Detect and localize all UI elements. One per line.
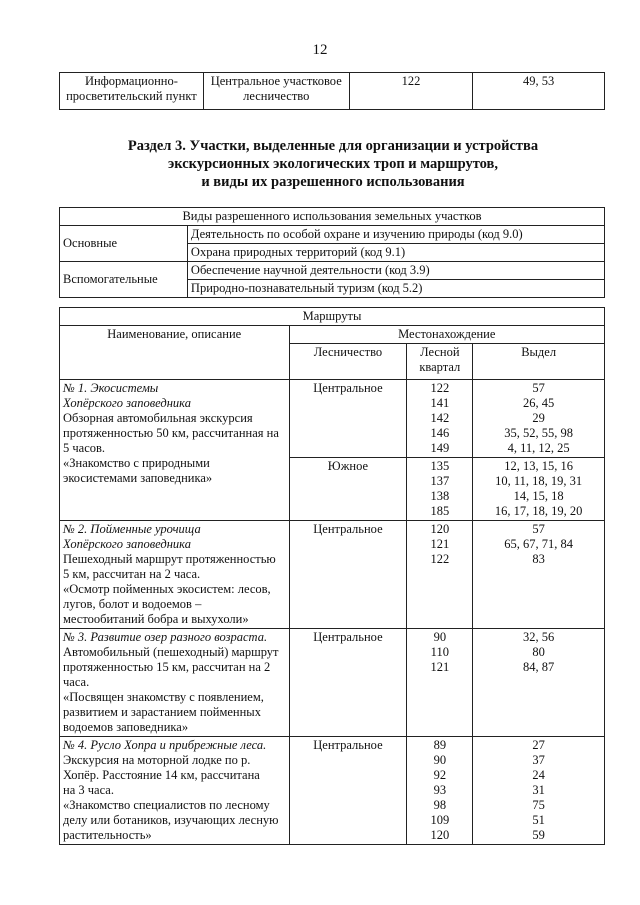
route-forestry: Центральное bbox=[289, 629, 407, 737]
route-text: Пешеходный маршрут протяженностью bbox=[63, 552, 276, 566]
table-row bbox=[60, 308, 605, 326]
table-row bbox=[60, 208, 605, 226]
route-text: лугов, болот и водоемов – bbox=[63, 597, 202, 611]
route-quarters bbox=[407, 380, 473, 458]
route-quarters bbox=[407, 737, 473, 845]
table-row bbox=[60, 73, 605, 110]
route-text: Автомобильный (пешеходный) маршрут bbox=[63, 645, 279, 659]
quarter-value: 137 bbox=[430, 474, 450, 488]
route-text: развитием и зарастанием пойменных bbox=[63, 705, 261, 719]
route-text: часа. bbox=[63, 675, 90, 689]
quarter-value: 121 bbox=[430, 660, 450, 674]
land-use-header: Виды разрешенного использования земельных участков bbox=[60, 208, 605, 226]
route-text: «Знакомство специалистов по лесному bbox=[63, 798, 270, 812]
top-continuation-table bbox=[59, 72, 605, 110]
route-quarters bbox=[407, 458, 473, 521]
section-value: 83 bbox=[532, 552, 545, 566]
table-row bbox=[60, 380, 605, 458]
route-2-description bbox=[60, 521, 290, 629]
route-sections bbox=[473, 629, 605, 737]
route-3-description bbox=[60, 629, 290, 737]
route-forestry: Центральное bbox=[289, 380, 407, 458]
table-row bbox=[60, 326, 605, 344]
col-location-header: Местонахождение bbox=[289, 326, 604, 344]
routes-table bbox=[59, 307, 605, 845]
section-value: 26, 45 bbox=[523, 396, 555, 410]
route-text: местообитаний бобра и выхухоли» bbox=[63, 612, 249, 626]
quarter-value: 90 bbox=[433, 753, 447, 767]
route-quarters bbox=[407, 629, 473, 737]
section-value: 16, 17, 18, 19, 20 bbox=[494, 504, 583, 518]
route-text: «Осмотр пойменных экосистем: лесов, bbox=[63, 582, 271, 596]
land-use-table bbox=[59, 207, 605, 298]
quarter-value: 98 bbox=[433, 798, 447, 812]
route-text: экосистемами заповедника» bbox=[63, 471, 213, 485]
section-value: 80 bbox=[532, 645, 545, 659]
route-title: № 3. Развитие озер разного возраста. bbox=[63, 630, 268, 644]
table-row bbox=[60, 262, 605, 280]
route-text: 5 км, рассчитан на 2 часа. bbox=[63, 567, 201, 581]
section-value: 35, 52, 55, 98 bbox=[504, 426, 574, 440]
route-forestry: Центральное bbox=[289, 737, 407, 845]
point-forestry: Центральное участковое лесничество bbox=[203, 73, 349, 110]
route-text: «Посвящен знакомству с появлением, bbox=[63, 690, 264, 704]
route-title: № 4. Русло Хопра и прибрежные леса. bbox=[63, 738, 267, 752]
route-text: протяженностью 15 км, рассчитан на 2 bbox=[63, 660, 271, 674]
route-forestry: Южное bbox=[289, 458, 407, 521]
route-sections bbox=[473, 458, 605, 521]
quarter-value: 149 bbox=[430, 441, 450, 455]
point-quarter: 122 bbox=[349, 73, 473, 110]
title-line: и виды их разрешенного использования bbox=[201, 174, 465, 190]
col-section-header: Выдел bbox=[473, 344, 605, 380]
page-number: 12 bbox=[312, 42, 328, 58]
section-value: 27 bbox=[532, 738, 545, 752]
route-text: растительность» bbox=[63, 828, 152, 842]
quarter-value: 135 bbox=[430, 459, 450, 473]
route-text: на 3 часа. bbox=[63, 783, 114, 797]
quarter-value: 93 bbox=[433, 783, 447, 797]
route-sections bbox=[473, 380, 605, 458]
quarter-value: 138 bbox=[430, 489, 450, 503]
section-value: 59 bbox=[532, 828, 545, 842]
col-quarter-header: Лесной квартал bbox=[407, 344, 473, 380]
section-title bbox=[60, 137, 606, 191]
route-text: Экскурсия на моторной лодке по р. bbox=[63, 753, 251, 767]
section-value: 37 bbox=[532, 753, 545, 767]
quarter-value: 142 bbox=[430, 411, 450, 425]
route-title: № 2. Пойменные урочища bbox=[63, 522, 201, 536]
aux-use-item: Природно-познавательный туризм (код 5.2) bbox=[187, 280, 604, 298]
routes-header: Маршруты bbox=[60, 308, 605, 326]
route-text: водоемов заповедника» bbox=[63, 720, 189, 734]
table-row bbox=[60, 629, 605, 737]
route-forestry: Центральное bbox=[289, 521, 407, 629]
quarter-value: 122 bbox=[430, 381, 450, 395]
point-section: 49, 53 bbox=[473, 73, 605, 110]
route-title: Хопёрского заповедника bbox=[63, 537, 191, 551]
quarter-value: 146 bbox=[430, 426, 450, 440]
point-name: Информационно-просветительский пункт bbox=[60, 73, 204, 110]
route-sections bbox=[473, 737, 605, 845]
quarter-value: 120 bbox=[430, 522, 450, 536]
col-forestry-header: Лесничество bbox=[289, 344, 407, 380]
quarter-value: 90 bbox=[433, 630, 447, 644]
aux-use-item: Обеспечение научной деятельности (код 3.9) bbox=[187, 262, 604, 280]
quarter-value: 110 bbox=[430, 645, 449, 659]
route-4-description bbox=[60, 737, 290, 845]
quarter-value: 122 bbox=[430, 552, 450, 566]
quarter-value: 89 bbox=[433, 738, 447, 752]
quarter-value: 185 bbox=[430, 504, 450, 518]
section-value: 75 bbox=[532, 798, 545, 812]
route-text: 5 часов. bbox=[63, 441, 106, 455]
main-use-label: Основные bbox=[60, 226, 188, 262]
aux-use-label: Вспомогательные bbox=[60, 262, 188, 298]
route-text: «Знакомство с природными bbox=[63, 456, 210, 470]
route-text: Обзорная автомобильная экскурсия bbox=[63, 411, 253, 425]
section-value: 57 bbox=[532, 522, 545, 536]
route-quarters bbox=[407, 521, 473, 629]
section-value: 29 bbox=[532, 411, 545, 425]
table-row bbox=[60, 226, 605, 244]
route-text: Хопёр. Расстояние 14 км, рассчитана bbox=[63, 768, 260, 782]
section-value: 57 bbox=[532, 381, 545, 395]
section-value: 12, 13, 15, 16 bbox=[504, 459, 574, 473]
section-value: 31 bbox=[532, 783, 545, 797]
route-title: Хопёрского заповедника bbox=[63, 396, 191, 410]
section-value: 32, 56 bbox=[523, 630, 555, 644]
route-sections bbox=[473, 521, 605, 629]
section-value: 51 bbox=[532, 813, 545, 827]
col-name-header: Наименование, описание bbox=[60, 326, 290, 380]
quarter-value: 120 bbox=[430, 828, 450, 842]
route-title: № 1. Экосистемы bbox=[63, 381, 159, 395]
section-value: 84, 87 bbox=[523, 660, 555, 674]
route-text: протяженностью 50 км, рассчитанная на bbox=[63, 426, 279, 440]
main-use-item: Деятельность по особой охране и изучению природы (код 9.0) bbox=[187, 226, 604, 244]
section-value: 10, 11, 18, 19, 31 bbox=[495, 474, 583, 488]
route-text: делу или ботаников, изучающих лесную bbox=[63, 813, 279, 827]
quarter-value: 121 bbox=[430, 537, 450, 551]
table-row bbox=[60, 521, 605, 629]
main-use-item: Охрана природных территорий (код 9.1) bbox=[187, 244, 604, 262]
section-value: 24 bbox=[532, 768, 545, 782]
section-value: 4, 11, 12, 25 bbox=[507, 441, 570, 455]
quarter-value: 92 bbox=[433, 768, 447, 782]
title-line: Раздел 3. Участки, выделенные для организации и устройства bbox=[127, 138, 539, 154]
table-row bbox=[60, 737, 605, 845]
route-1-description bbox=[60, 380, 290, 521]
quarter-value: 109 bbox=[430, 813, 450, 827]
quarter-value: 141 bbox=[430, 396, 450, 410]
section-value: 14, 15, 18 bbox=[513, 489, 564, 503]
section-value: 65, 67, 71, 84 bbox=[504, 537, 574, 551]
title-line: экскурсионных экологических троп и маршрутов, bbox=[167, 156, 499, 172]
